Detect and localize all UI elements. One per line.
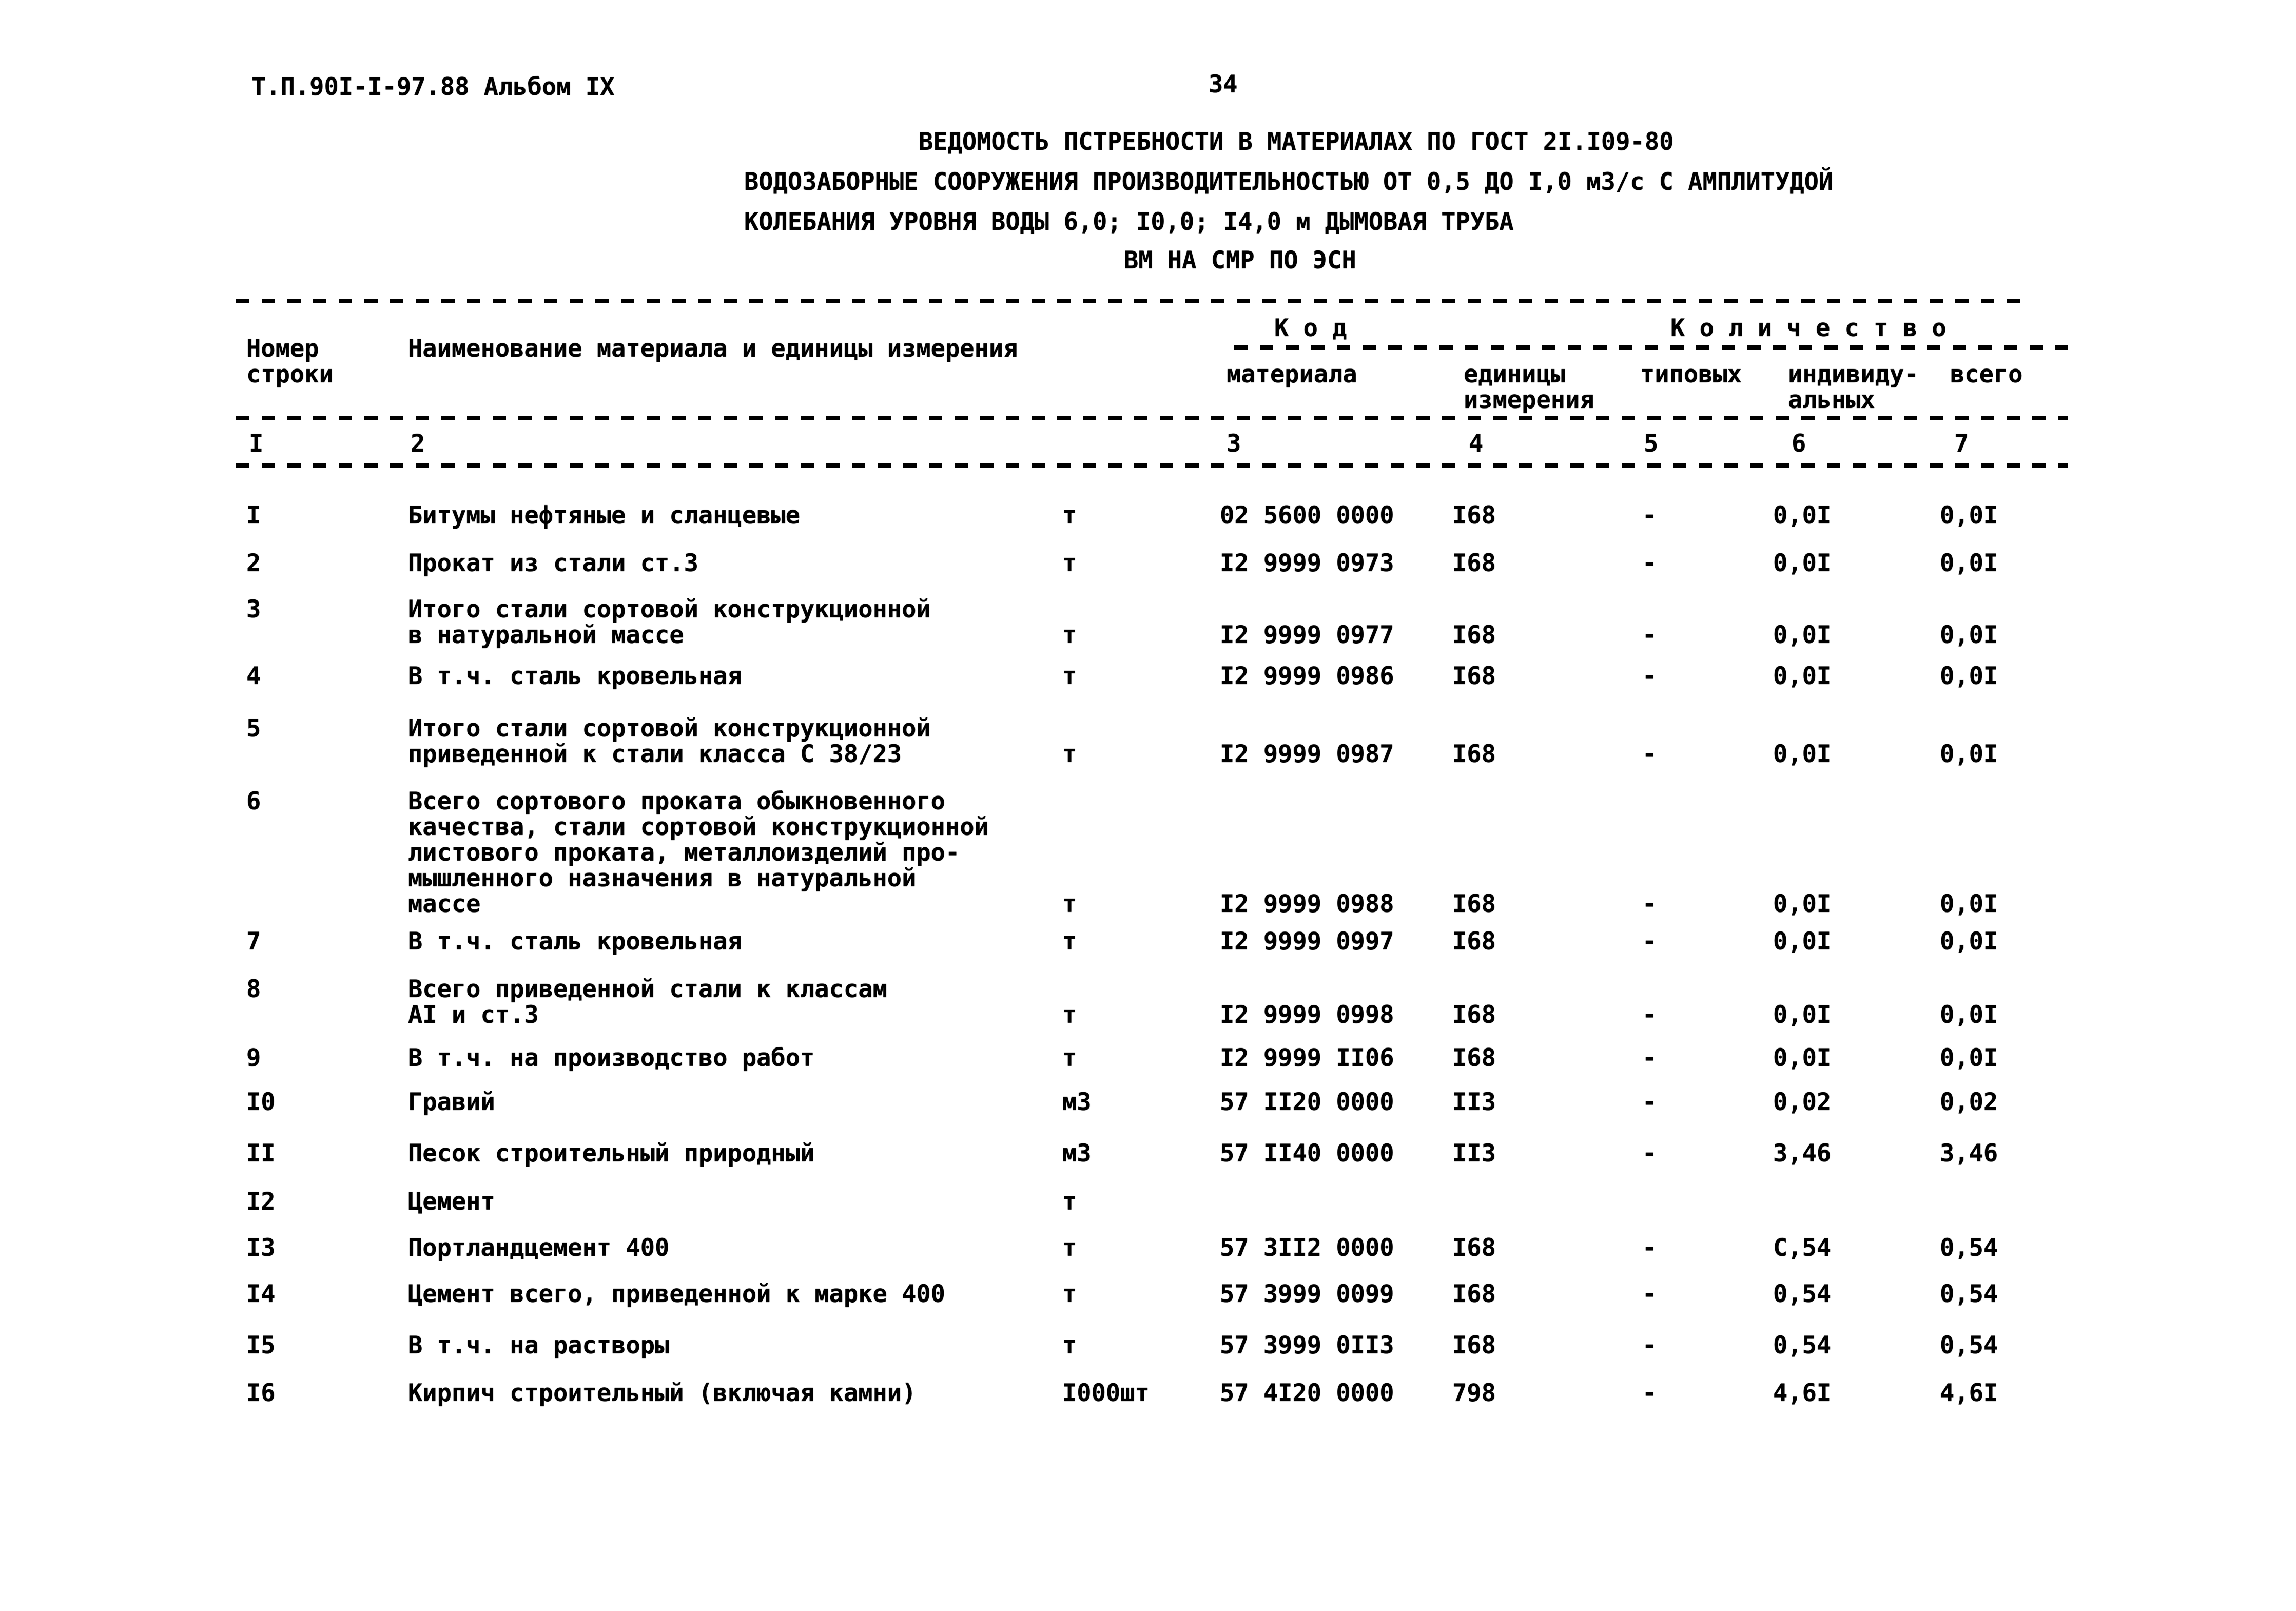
qty-typical: -: [1642, 1139, 1657, 1168]
unit-code: I68: [1452, 501, 1496, 530]
header-sub-material-code: материала: [1227, 360, 1357, 389]
unit-of-measure: т: [1062, 662, 1077, 690]
unit-code: I68: [1452, 1044, 1496, 1072]
qty-total: 0,0I: [1940, 1044, 1998, 1072]
material-code: I2 9999 0997: [1220, 927, 1394, 956]
qty-total: 0,54: [1940, 1331, 1998, 1360]
qty-individual: 4,6I: [1773, 1379, 1832, 1407]
header-material-name: Наименование материала и единицы измерения: [408, 335, 1018, 363]
material-name: Всего приведенной стали к классам АI и ст.3: [408, 975, 887, 1029]
material-name: В т.ч. на производство работ: [408, 1044, 815, 1072]
unit-code: II3: [1452, 1088, 1496, 1116]
material-code: I2 9999 0988: [1220, 890, 1394, 918]
unit-of-measure: т: [1062, 621, 1077, 649]
qty-individual: 0,0I: [1773, 549, 1832, 577]
row-number: I2: [246, 1188, 276, 1216]
qty-individual: 0,54: [1773, 1280, 1832, 1308]
qty-total: 0,0I: [1940, 927, 1998, 956]
unit-code: I68: [1452, 1280, 1496, 1308]
header-row-number-line1: Номер: [246, 335, 319, 363]
row-number: 2: [246, 549, 261, 577]
unit-code: I68: [1452, 549, 1496, 577]
unit-of-measure: т: [1062, 501, 1077, 530]
qty-individual: 0,0I: [1773, 1001, 1832, 1029]
material-name: Прокат из стали ст.3: [408, 549, 698, 577]
unit-of-measure: т: [1062, 1331, 1077, 1360]
row-number: I: [246, 501, 261, 530]
row-number: 4: [246, 662, 261, 690]
material-name: В т.ч. сталь кровельная: [408, 662, 742, 690]
table-rule-header-bottom: [236, 416, 2068, 420]
qty-individual: 0,0I: [1773, 740, 1832, 768]
material-name: Гравий: [408, 1088, 495, 1116]
colnum-1: I: [249, 430, 264, 458]
unit-of-measure: I000шт: [1062, 1379, 1150, 1407]
header-sub-unit-line1: единицы: [1464, 360, 1566, 389]
qty-individual: 0,0I: [1773, 662, 1832, 690]
header-group-quantity: К о л и ч е с т в о: [1670, 314, 1947, 342]
unit-code: 798: [1452, 1379, 1496, 1407]
doc-title-line4: ВМ НА СМР ПО ЭСН: [1124, 246, 1356, 275]
qty-individual: 0,0I: [1773, 927, 1832, 956]
qty-total: 0,0I: [1940, 621, 1998, 649]
qty-typical: -: [1642, 621, 1657, 649]
doc-title-line1: ВЕДОМОСТЬ ПСТРЕБНОСТИ В МАТЕРИАЛАХ ПО ГОСТ 2I.I09-80: [919, 128, 1674, 156]
row-number: 8: [246, 975, 261, 1003]
row-number: I4: [246, 1280, 276, 1308]
qty-individual: 0,02: [1773, 1088, 1832, 1116]
header-sub-unit-line2: измерения: [1464, 386, 1594, 414]
material-code: 57 3999 0II3: [1220, 1331, 1394, 1360]
qty-typical: -: [1642, 740, 1657, 768]
material-code: I2 9999 0973: [1220, 549, 1394, 577]
material-code: 57 3II2 0000: [1220, 1234, 1394, 1262]
table-rule-code-qty-separator: [1234, 345, 2068, 350]
qty-typical: -: [1642, 1044, 1657, 1072]
colnum-3: 3: [1227, 430, 1241, 458]
page-number: 34: [1209, 70, 1238, 99]
material-code: I2 9999 0998: [1220, 1001, 1394, 1029]
doc-title-line2: ВОДОЗАБОРНЫЕ СООРУЖЕНИЯ ПРОИЗВОДИТЕЛЬНОСТЬЮ ОТ 0,5 ДО I,0 м3/с С АМПЛИТУДОЙ: [744, 168, 1834, 196]
header-row-number-line2: строки: [246, 360, 334, 389]
table-rule-colnumbers-bottom: [236, 463, 2068, 468]
row-number: 3: [246, 595, 261, 624]
unit-of-measure: т: [1062, 927, 1077, 956]
row-number: I6: [246, 1379, 276, 1407]
material-name: Портландцемент 400: [408, 1234, 670, 1262]
material-code: I2 9999 0987: [1220, 740, 1394, 768]
unit-code: I68: [1452, 662, 1496, 690]
material-code: 02 5600 0000: [1220, 501, 1394, 530]
qty-typical: -: [1642, 501, 1657, 530]
row-number: I0: [246, 1088, 276, 1116]
header-sub-total: всего: [1950, 360, 2023, 389]
table-rule-top: [236, 299, 2032, 303]
row-number: 7: [246, 927, 261, 956]
material-code: 57 4I20 0000: [1220, 1379, 1394, 1407]
material-code: I2 9999 II06: [1220, 1044, 1394, 1072]
qty-total: 0,0I: [1940, 662, 1998, 690]
unit-code: I68: [1452, 1331, 1496, 1360]
row-number: 9: [246, 1044, 261, 1072]
unit-code: II3: [1452, 1139, 1496, 1168]
qty-individual: 0,54: [1773, 1331, 1832, 1360]
row-number: I3: [246, 1234, 276, 1262]
colnum-6: 6: [1792, 430, 1806, 458]
material-code: 57 3999 0099: [1220, 1280, 1394, 1308]
qty-typical: -: [1642, 890, 1657, 918]
row-number: I5: [246, 1331, 276, 1360]
unit-code: I68: [1452, 1234, 1496, 1262]
qty-individual: 0,0I: [1773, 890, 1832, 918]
qty-typical: -: [1642, 1280, 1657, 1308]
row-number: 5: [246, 714, 261, 743]
qty-typical: -: [1642, 1331, 1657, 1360]
qty-individual: 0,0I: [1773, 1044, 1832, 1072]
unit-of-measure: т: [1062, 1280, 1077, 1308]
material-name: Цемент всего, приведенной к марке 400: [408, 1280, 945, 1308]
colnum-7: 7: [1954, 430, 1969, 458]
unit-code: I68: [1452, 740, 1496, 768]
qty-total: 0,0I: [1940, 501, 1998, 530]
qty-total: 0,0I: [1940, 740, 1998, 768]
qty-total: 0,0I: [1940, 549, 1998, 577]
colnum-5: 5: [1644, 430, 1659, 458]
material-name: Цемент: [408, 1188, 495, 1216]
material-code: 57 II40 0000: [1220, 1139, 1394, 1168]
unit-of-measure: т: [1062, 1044, 1077, 1072]
material-name: Всего сортового проката обыкновенного качества, стали сортовой конструкционной листового проката, металлоизделий про- мышленного назначения в натуральной массе: [408, 787, 989, 918]
material-name: Кирпич строительный (включая камни): [408, 1379, 917, 1407]
qty-individual: 0,0I: [1773, 621, 1832, 649]
qty-total: 4,6I: [1940, 1379, 1998, 1407]
qty-typical: -: [1642, 1379, 1657, 1407]
qty-typical: -: [1642, 662, 1657, 690]
qty-typical: -: [1642, 1234, 1657, 1262]
header-group-code: К о д: [1274, 314, 1347, 342]
qty-individual: 0,0I: [1773, 501, 1832, 530]
qty-individual: 3,46: [1773, 1139, 1832, 1168]
qty-total: 0,02: [1940, 1088, 1998, 1116]
material-name: Песок строительный природный: [408, 1139, 815, 1168]
qty-typical: -: [1642, 1088, 1657, 1116]
unit-of-measure: т: [1062, 1188, 1077, 1216]
qty-total: 0,54: [1940, 1234, 1998, 1262]
qty-total: 0,54: [1940, 1280, 1998, 1308]
row-number: 6: [246, 787, 261, 816]
qty-total: 0,0I: [1940, 1001, 1998, 1029]
unit-code: I68: [1452, 927, 1496, 956]
header-sub-individual-line1: индивиду-: [1788, 360, 1919, 389]
material-name: Итого стали сортовой конструкционной приведенной к стали класса С 38/23: [408, 714, 931, 768]
header-sub-typical: типовых: [1640, 360, 1742, 389]
material-code: I2 9999 0986: [1220, 662, 1394, 690]
row-number: II: [246, 1139, 276, 1168]
unit-code: I68: [1452, 621, 1496, 649]
unit-of-measure: т: [1062, 1234, 1077, 1262]
material-code: 57 II20 0000: [1220, 1088, 1394, 1116]
unit-code: I68: [1452, 1001, 1496, 1029]
qty-typical: -: [1642, 1001, 1657, 1029]
material-name: В т.ч. сталь кровельная: [408, 927, 742, 956]
unit-of-measure: т: [1062, 740, 1077, 768]
unit-code: I68: [1452, 890, 1496, 918]
colnum-2: 2: [411, 430, 425, 458]
qty-typical: -: [1642, 927, 1657, 956]
material-name: Итого стали сортовой конструкционной в натуральной массе: [408, 595, 931, 649]
qty-total: 0,0I: [1940, 890, 1998, 918]
colnum-4: 4: [1469, 430, 1484, 458]
material-name: В т.ч. на растворы: [408, 1331, 670, 1360]
material-name: Битумы нефтяные и сланцевые: [408, 501, 801, 530]
material-code: I2 9999 0977: [1220, 621, 1394, 649]
qty-typical: -: [1642, 549, 1657, 577]
qty-individual: C,54: [1773, 1234, 1832, 1262]
doc-reference: Т.П.90I-I-97.88 Альбом IX: [251, 73, 615, 101]
unit-of-measure: м3: [1062, 1139, 1092, 1168]
qty-total: 3,46: [1940, 1139, 1998, 1168]
unit-of-measure: м3: [1062, 1088, 1092, 1116]
unit-of-measure: т: [1062, 890, 1077, 918]
header-sub-individual-line2: альных: [1788, 386, 1875, 414]
doc-title-line3: КОЛЕБАНИЯ УРОВНЯ ВОДЫ 6,0; I0,0; I4,0 м ДЫМОВАЯ ТРУБА: [744, 208, 1514, 236]
unit-of-measure: т: [1062, 1001, 1077, 1029]
unit-of-measure: т: [1062, 549, 1077, 577]
